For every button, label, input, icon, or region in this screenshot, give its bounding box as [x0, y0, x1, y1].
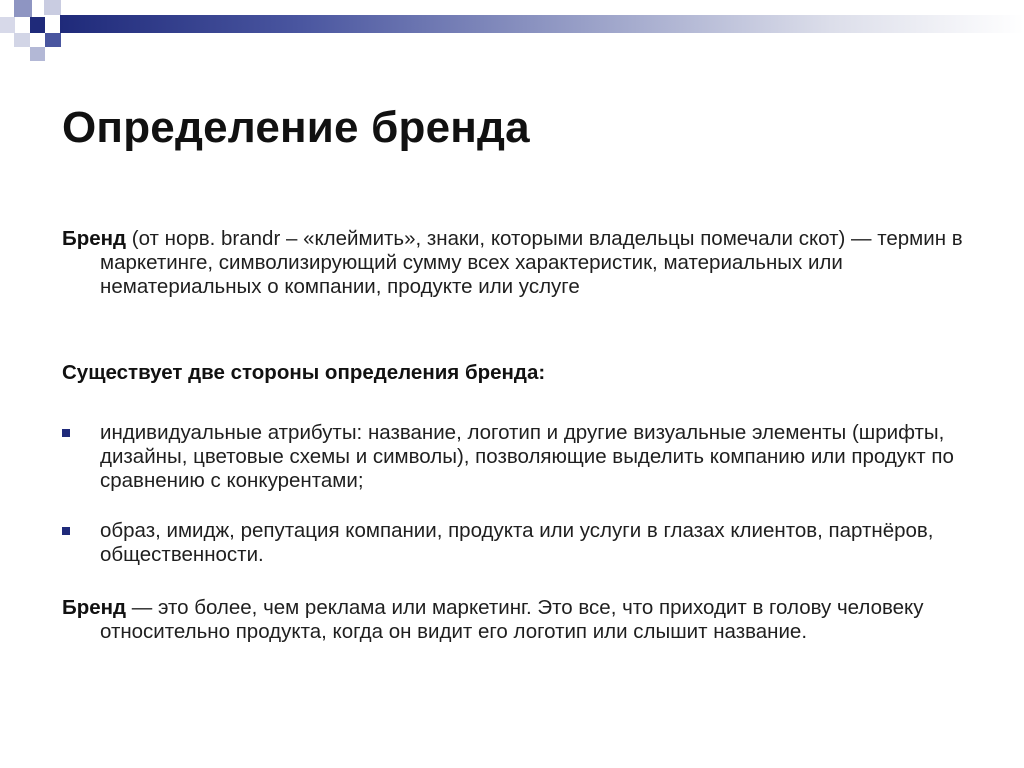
slide-title: Определение бренда	[62, 103, 530, 152]
decorative-square	[44, 0, 61, 15]
closing-paragraph	[62, 596, 1000, 644]
square-bullet-icon	[62, 429, 70, 437]
brand-definition-text: (от норв. brandr – «клеймить», знаки, которыми владельцы помечали скот) — термин в маркетинге, символизирующий сумму всех характеристик, материальных или нематериальных о компании, продукте или услуге	[100, 227, 963, 298]
decorative-square	[30, 47, 45, 61]
decorative-square	[45, 33, 61, 47]
brand-term: Бренд	[62, 227, 127, 250]
decorative-square	[30, 17, 45, 33]
sides-heading: Существует две стороны определения бренда:	[62, 361, 546, 384]
header-gradient-bar	[60, 15, 1024, 33]
closing-text: — это более, чем реклама или маркетинг. Это все, что приходит в голову человеку относительно продукта, когда он видит его логотип или слышит название.	[100, 596, 924, 643]
brand-term: Бренд	[62, 596, 127, 619]
list-item-text: образ, имидж, репутация компании, продукта или услуги в глазах клиентов, партнёров, общественности.	[100, 519, 934, 566]
header-decoration	[0, 0, 1024, 70]
brand-definition-paragraph	[62, 227, 1000, 299]
decorative-square	[14, 33, 30, 47]
list-item-text: индивидуальные атрибуты: название, логотип и другие визуальные элементы (шрифты, дизайны, цветовые схемы и символы), позволяющие выделить компанию или продукт по сравнению с конкурентами;	[100, 421, 954, 492]
decorative-square	[14, 0, 32, 17]
decorative-square	[0, 17, 15, 33]
square-bullet-icon	[62, 527, 70, 535]
